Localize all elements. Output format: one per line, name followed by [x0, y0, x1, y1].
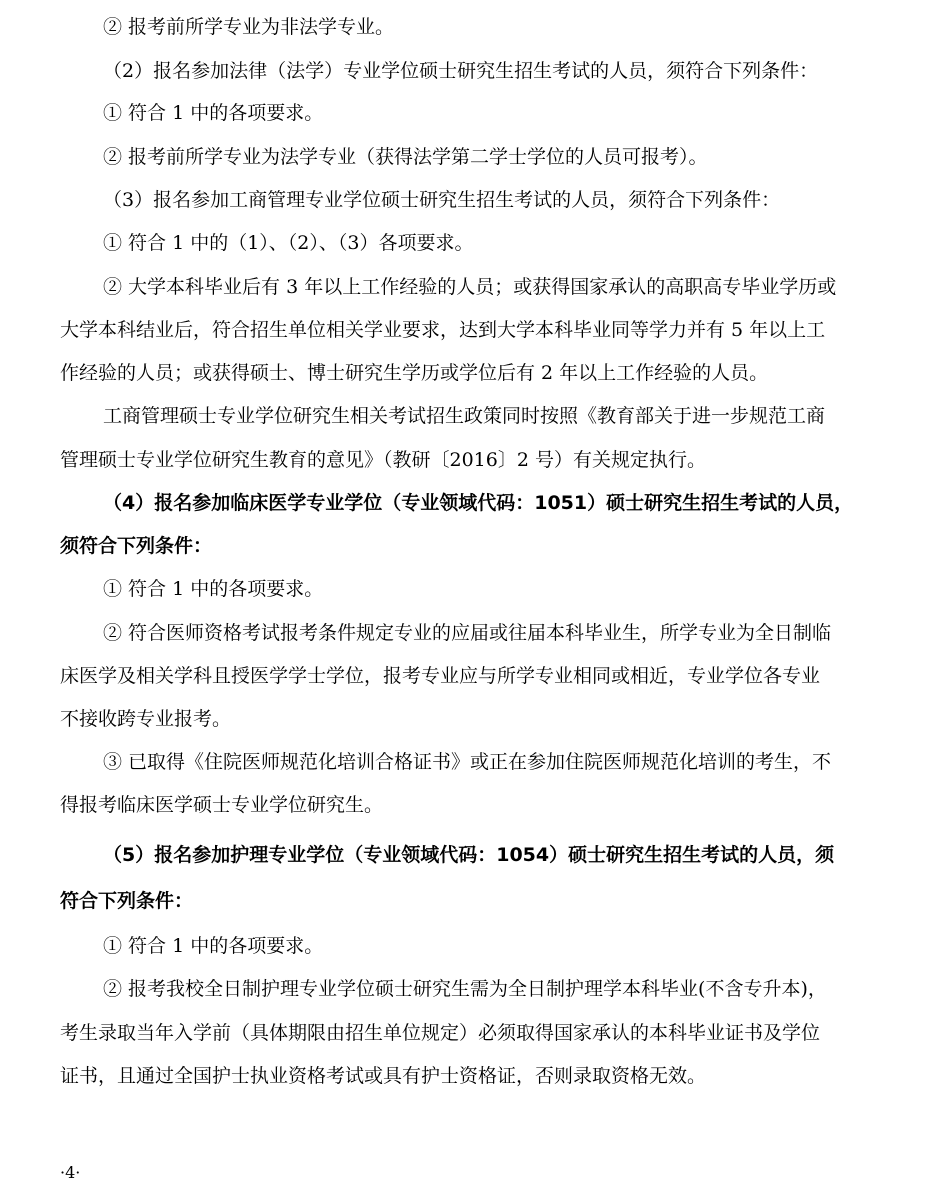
text-line: ② 大学本科毕业后有 3 年以上工作经验的人员；或获得国家承认的高职高专毕业学历或: [103, 276, 837, 298]
page-number: ·4·: [60, 1163, 81, 1182]
text-line: 考生录取当年入学前（具体期限由招生单位规定）必须取得国家承认的本科毕业证书及学位: [60, 1022, 821, 1044]
text-line: 得报考临床医学硕士专业学位研究生。: [60, 794, 384, 816]
text-line: ② 报考前所学专业为法学专业（获得法学第二学士学位的人员可报考）。: [103, 146, 708, 168]
text-line: ① 符合 1 中的各项要求。: [103, 578, 324, 600]
text-line: ① 符合 1 中的（1）、（2）、（3）各项要求。: [103, 232, 474, 254]
section-heading: 符合下列条件：: [60, 890, 194, 912]
text-line: ① 符合 1 中的各项要求。: [103, 102, 324, 124]
text-line: 证书，且通过全国护士执业资格考试或具有护士资格证，否则录取资格无效。: [60, 1065, 707, 1087]
text-line: 作经验的人员；或获得硕士、博士研究生学历或学位后有 2 年以上工作经验的人员。: [60, 362, 769, 384]
text-line: （3）报名参加工商管理专业学位硕士研究生招生考试的人员，须符合下列条件：: [103, 189, 781, 211]
text-line: ② 报考我校全日制护理专业学位硕士研究生需为全日制护理学本科毕业(不含专升本)，: [103, 978, 827, 1000]
section-heading: （4）报名参加临床医学专业学位（专业领域代码：1051）硕士研究生招生考试的人员，: [103, 492, 854, 514]
text-line: ③ 已取得《住院医师规范化培训合格证书》或正在参加住院医师规范化培训的考生，不: [103, 751, 832, 773]
text-line: ② 报考前所学专业为非法学专业。: [103, 16, 395, 38]
section-heading: （5）报名参加护理专业学位（专业领域代码：1054）硕士研究生招生考试的人员，须: [103, 844, 835, 866]
text-line: 床医学及相关学科且授医学学士学位，报考专业应与所学专业相同或相近，专业学位各专业: [60, 665, 821, 687]
text-line: 工商管理硕士专业学位研究生相关考试招生政策同时按照《教育部关于进一步规范工商: [103, 405, 826, 427]
text-line: 管理硕士专业学位研究生教育的意见》（教研〔2016〕2 号）有关规定执行。: [60, 449, 706, 471]
text-line: （2）报名参加法律（法学）专业学位硕士研究生招生考试的人员，须符合下列条件：: [103, 60, 819, 82]
text-line: ① 符合 1 中的各项要求。: [103, 935, 324, 957]
text-line: ② 符合医师资格考试报考条件规定专业的应届或往届本科毕业生，所学专业为全日制临: [103, 622, 832, 644]
text-line: 大学本科结业后，符合招生单位相关学业要求，达到大学本科毕业同等学力并有 5 年以上工: [60, 319, 826, 341]
text-line: 不接收跨专业报考。: [60, 708, 232, 730]
section-heading: 须符合下列条件：: [60, 535, 213, 557]
